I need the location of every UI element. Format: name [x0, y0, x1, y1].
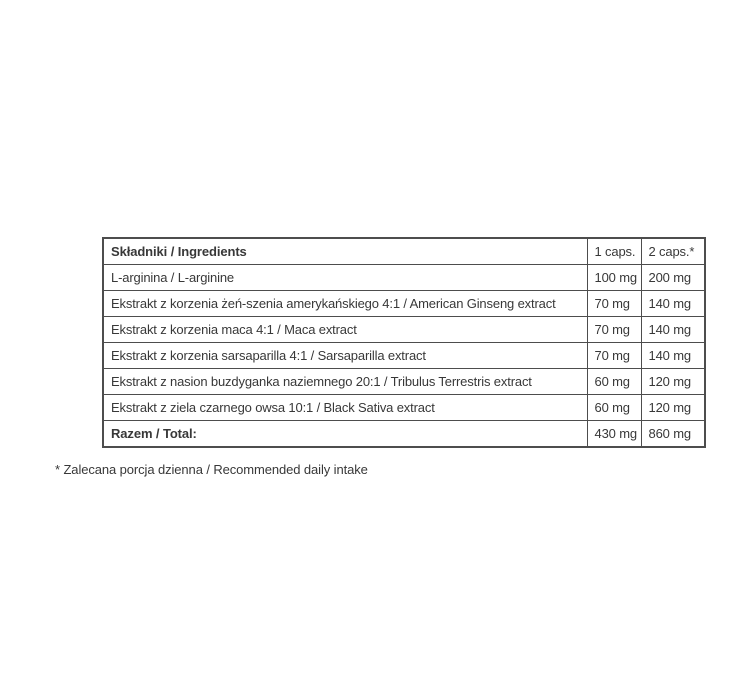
value-1caps-cell: 70 mg — [587, 291, 641, 317]
value-2caps-cell: 140 mg — [641, 343, 705, 369]
total-2caps-cell: 860 mg — [641, 421, 705, 448]
value-2caps-cell: 200 mg — [641, 265, 705, 291]
ingredient-name-cell: Ekstrakt z nasion buzdyganka naziemnego 20:1 / Tribulus Terrestris extract — [103, 369, 587, 395]
value-2caps-cell: 120 mg — [641, 395, 705, 421]
table-row — [103, 395, 705, 421]
value-1caps-cell: 60 mg — [587, 369, 641, 395]
value-1caps-cell: 100 mg — [587, 265, 641, 291]
ingredient-name-cell: Ekstrakt z korzenia sarsaparilla 4:1 / Sarsaparilla extract — [103, 343, 587, 369]
value-2caps-cell: 140 mg — [641, 291, 705, 317]
table-row — [103, 265, 705, 291]
value-1caps-cell: 70 mg — [587, 317, 641, 343]
total-1caps-cell: 430 mg — [587, 421, 641, 448]
value-1caps-cell: 70 mg — [587, 343, 641, 369]
value-2caps-cell: 140 mg — [641, 317, 705, 343]
value-2caps-cell: 120 mg — [641, 369, 705, 395]
header-2caps: 2 caps.* — [641, 238, 705, 265]
table-row — [103, 343, 705, 369]
table-row — [103, 317, 705, 343]
ingredient-name-cell: Ekstrakt z korzenia maca 4:1 / Maca extract — [103, 317, 587, 343]
header-ingredients: Składniki / Ingredients — [103, 238, 587, 265]
total-label-cell: Razem / Total: — [103, 421, 587, 448]
ingredient-name-cell: L-arginina / L-arginine — [103, 265, 587, 291]
table-header-row — [103, 238, 705, 265]
ingredient-name-cell: Ekstrakt z ziela czarnego owsa 10:1 / Black Sativa extract — [103, 395, 587, 421]
table-row — [103, 291, 705, 317]
ingredients-table — [102, 237, 706, 448]
ingredient-name-cell: Ekstrakt z korzenia żeń-szenia amerykańskiego 4:1 / American Ginseng extract — [103, 291, 587, 317]
footnote: * Zalecana porcja dzienna / Recommended daily intake — [55, 462, 368, 477]
value-1caps-cell: 60 mg — [587, 395, 641, 421]
table-row — [103, 369, 705, 395]
table-total-row — [103, 421, 705, 448]
header-1caps: 1 caps. — [587, 238, 641, 265]
